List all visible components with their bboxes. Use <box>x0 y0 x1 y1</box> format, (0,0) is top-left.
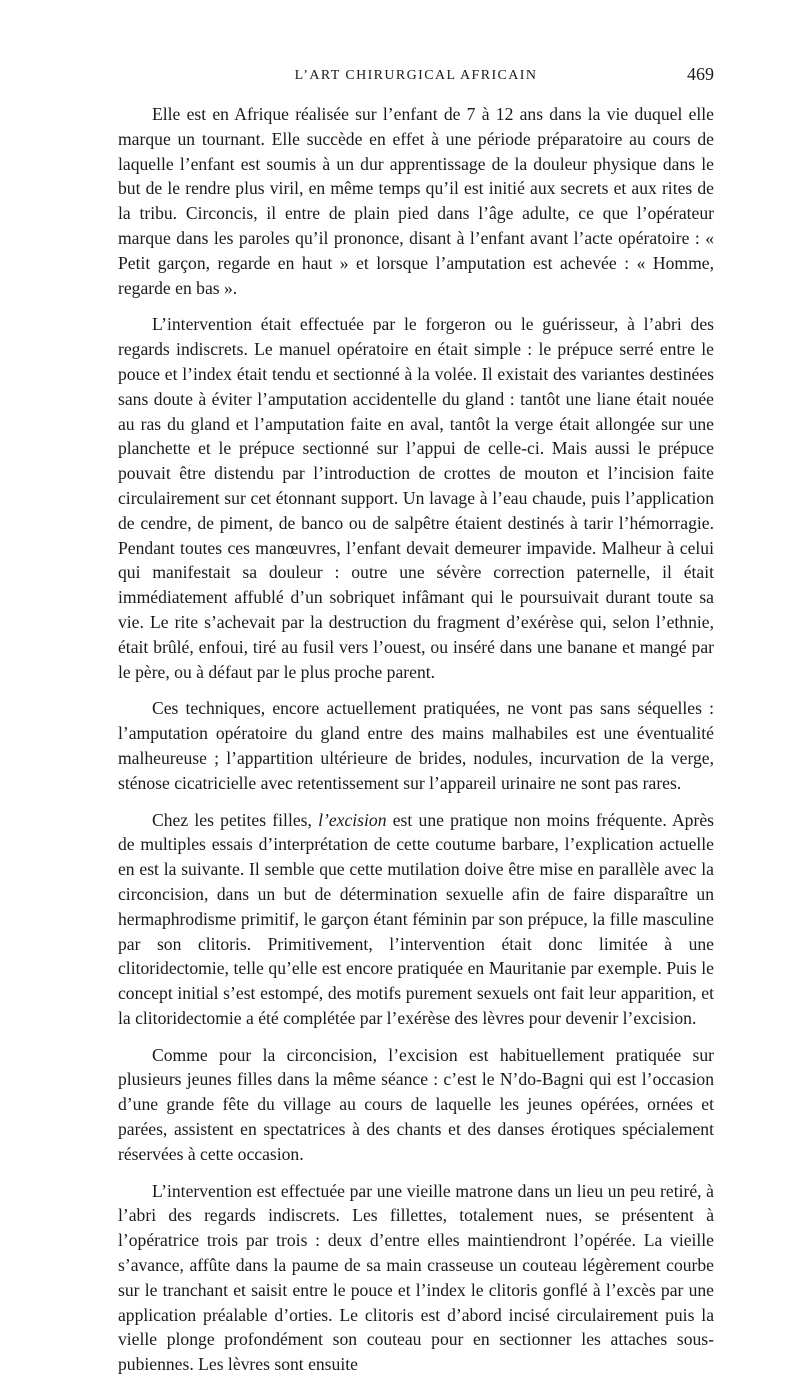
paragraph-excision-ceremony: Comme pour la circoncision, l’excision est habituellement pratiquée sur plusieurs jeunes filles dans la même séance : c’est le N’do-Bagni qui est l’occasion d’une grande fête du village au cours de laquelle les jeunes opérées, ornées et parées, assistent en spectatrices à des chants et des danses érotiques spécialement réservées à cette occasion. <box>118 1044 714 1164</box>
page-number: 469 <box>687 64 714 84</box>
paragraph-excision-origin <box>118 808 714 1031</box>
paragraph-text-rest: est une pratique non moins fréquente. Après de multiples essais d’interprétation de cette coutume barbare, l’explication actuelle en est la suivante. Il semble que cette mutilation doive être mise en parallèle avec la circoncision, dans un but de détermination sexuelle afin de faire disparaître un hermaphrodisme primitif, le garçon étant féminin par son prépuce, la fille masculine par son clitoris. Primitivement, l’intervention était donc limitée à une clitoridectomie, telle qu’elle est encore pratiquée en Mauritanie par exemple. Puis le concept initial s’est estompé, des motifs purement sexuels ont fait leur apparition, et la clitoridectomie a été complétée par l’exérèse des lèvres pour devenir l’excision. <box>118 809 714 1028</box>
book-page <box>118 60 714 1389</box>
paragraph-text-lead: Chez les petites filles, <box>152 809 319 830</box>
running-header <box>118 60 714 92</box>
paragraph-circumcision-sequelae: Ces techniques, encore actuellement pratiquées, ne vont pas sans séquelles : l’amputation opératoire du gland entre des mains malhabiles est une éventualité malheureuse ; l’appartition ultérieure de brides, nodules, incurvation de la verge, sténose cicatricielle avec retentissement sur l’appareil urinaire ne sont pas rares. <box>118 698 714 793</box>
paragraph-circumcision-age: Elle est en Afrique réalisée sur l’enfant de 7 à 12 ans dans la vie duquel elle marque un tournant. Elle succède en effet à une période préparatoire au cours de laquelle l’enfant est soumis à un dur apprentissage de la douleur physique dans le but de le rendre plus viril, en même temps qu’il est initié aux secrets et aux rites de la tribu. Circoncis, il entre de plain pied dans l’âge adulte, ce que l’opérateur marque dans les paroles qu’il prononce, disant à l’enfant avant l’acte opératoire : « Petit garçon, regarde en haut » et lorsque l’amputation est achevée : « Homme, regarde en bas ». <box>118 104 714 298</box>
running-title: L’ART CHIRURGICAL AFRICAIN <box>294 68 538 83</box>
paragraph-circumcision-procedure: L’intervention était effectuée par le forgeron ou le guérisseur, à l’abri des regards indiscrets. Le manuel opératoire en était simple : le prépuce serré entre le pouce et l’index était tendu et sectionné à la volée. Il existait des variantes destinées sans doute à éviter l’amputation accidentelle du gland : tantôt une liane était nouée au ras du gland et l’amputation faite en aval, tantôt la verge était allongée sur une planchette et le prépuce sectionné sur l’appui de celle-ci. Mais aussi le prépuce pouvait être distendu par l’introduction de crottes de mouton et l’incision faite circulairement sur cet étonnant support. Un lavage à l’eau chaude, puis l’application de cendre, de piment, de banco ou de salpêtre étaient destinés à tarir l’hémorragie. Pendant toutes ces manœuvres, l’enfant devait demeurer impavide. Malheur à celui qui manifestait sa douleur : outre une sévère correction paternelle, il était immédiatement affublé d’un sobriquet infâmant qui le poursuivait durant toute sa vie. Le rite s’achevait par la destruction du fragment d’exérèse qui, selon l’ethnie, était brûlé, enfoui, tiré au fusil vers l’ouest, ou inséré dans une banane et mangé par le père, ou à défaut par le plus proche parent. <box>118 314 714 682</box>
emphasized-term-excision: l’excision <box>318 809 387 830</box>
paragraph-excision-procedure: L’intervention est effectuée par une vieille matrone dans un lieu un peu retiré, à l’abri des regards indiscrets. Les fillettes, totalement nues, se présentent à l’opératrice trois par trois : deux d’entre elles maintiendront l’opérée. La vieille s’avance, affûte dans la paume de sa main crasseuse un couteau légèrement courbe sur le tranchant et saisit entre le pouce et l’index le clitoris gonflé à l’excès par une application préalable d’orties. Le clitoris est d’abord incisé circulairement puis la vielle plonge profondément son couteau pour en sectionner les attaches sous-pubiennes. Les lèvres sont ensuite <box>118 1180 714 1375</box>
body-text <box>118 102 714 1377</box>
